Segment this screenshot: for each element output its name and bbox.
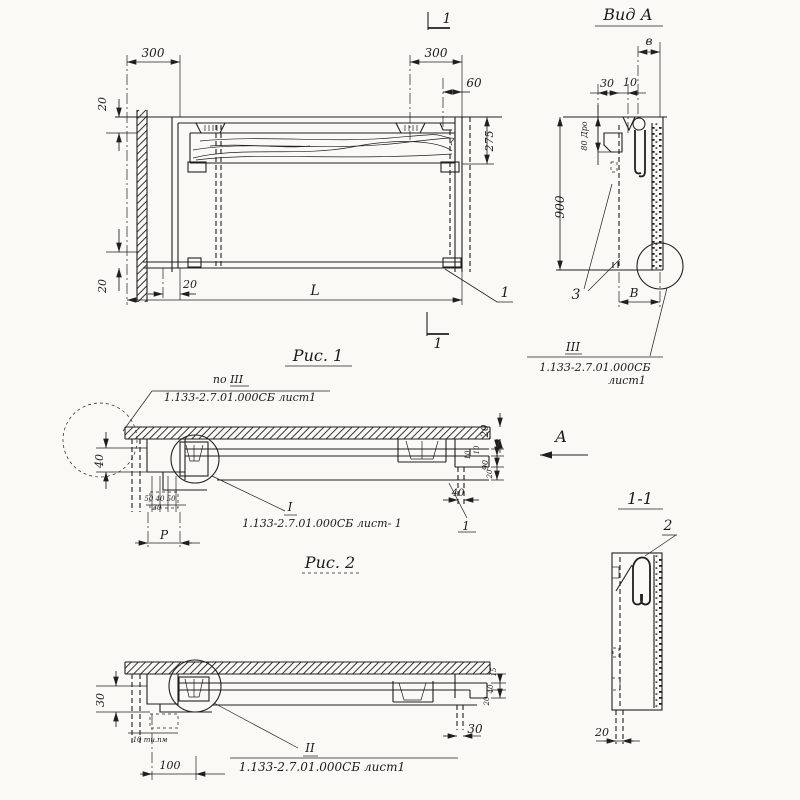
fig1-dim-20-offset: 20 bbox=[183, 278, 197, 291]
vid-a-detail-sheet: лист1 bbox=[608, 374, 646, 387]
fig1-dim-20-bottom: 20 bbox=[96, 279, 109, 293]
fig3-dims-left-row: 10 ти.пм bbox=[132, 736, 168, 744]
fig1-dim-60: 60 bbox=[466, 76, 482, 90]
fig2-dim-30-left: 30 bbox=[152, 504, 162, 512]
fig2-dim-20-step: 20 bbox=[486, 469, 494, 479]
fig1-dim-length: L bbox=[310, 283, 320, 299]
fig2-linework bbox=[63, 386, 504, 573]
vid-a-dim-30: 30 bbox=[600, 77, 614, 90]
vid-a-dim-900: 900 bbox=[553, 195, 567, 219]
fig2-dim-20-band: 20 bbox=[480, 424, 491, 438]
fig3-dim-100: 100 bbox=[159, 759, 181, 772]
vid-a-dim-10: 10 bbox=[623, 76, 637, 89]
fig2-dim-10-b: 10 bbox=[473, 445, 481, 455]
fig1-dim-300-left: 300 bbox=[141, 46, 165, 60]
section-1-1-dim-20: 20 bbox=[595, 726, 609, 739]
fig3-dim-30-left: 30 bbox=[94, 693, 107, 707]
vid-a-detail-ref: III bbox=[565, 340, 581, 354]
vid-a-dim-80: 80 Дро bbox=[580, 121, 589, 151]
fig2-item-1-label: 1 bbox=[462, 519, 470, 533]
fig1-item-1-label: 1 bbox=[500, 285, 510, 301]
section-1-1-title: 1-1 bbox=[627, 489, 653, 508]
fig2-caption: Рис. 2 bbox=[304, 553, 356, 572]
fig1-dim-20-top: 20 bbox=[96, 97, 109, 111]
fig2-dim-P: Р bbox=[159, 528, 169, 542]
fig1-dim-275: 275 bbox=[483, 130, 496, 152]
fig1-dim-300-right: 300 bbox=[424, 46, 448, 60]
fig3-detail-doc: 1.133-2.7.01.000СБ лист1 bbox=[238, 760, 406, 774]
vid-a-item-3-label: 3 bbox=[571, 287, 581, 303]
fig2-dim-90: 90 bbox=[481, 459, 490, 471]
fig1-section-mark-top: 1 bbox=[442, 11, 452, 27]
fig3-dim-20: 20 bbox=[483, 696, 491, 706]
fig2-dims-left-row: 50 40 50 bbox=[144, 495, 176, 503]
vid-a-linework bbox=[527, 26, 683, 357]
fig1-linework bbox=[106, 12, 502, 366]
fig1-caption: Рис. 1 bbox=[292, 346, 344, 365]
fig3-dim-30-right: 30 bbox=[467, 722, 483, 736]
vid-a-dim-v: в bbox=[645, 34, 653, 48]
section-1-1-linework bbox=[612, 509, 677, 744]
vid-a-title: Вид А bbox=[603, 5, 653, 24]
fig3-dim-15: 15 bbox=[490, 667, 498, 677]
fig3-dim-40: 40 bbox=[487, 684, 495, 694]
vid-a-dim-B: В bbox=[629, 286, 639, 300]
fig3-detail-ref: II bbox=[305, 741, 315, 755]
view-a-marker-label: А bbox=[554, 427, 568, 446]
fig2-ref-title: по III bbox=[212, 373, 244, 386]
fig2-dim-40-left: 40 bbox=[93, 454, 106, 468]
vid-a-detail-doc: 1.133-2.7.01.000СБ bbox=[539, 361, 651, 374]
fig2-detail-ref: I bbox=[287, 500, 293, 514]
fig2-ref-doc: 1.133-2.7.01.000СБ лист1 bbox=[163, 391, 317, 404]
section-1-1-item-2-label: 2 bbox=[663, 518, 673, 534]
fig2-dim-40-right: 40 bbox=[451, 488, 465, 499]
fig2-dim-10-a: 10 bbox=[464, 450, 472, 460]
fig1-section-mark-bottom: 1 bbox=[433, 336, 443, 352]
fig2-detail-doc: 1.133-2.7.01.000СБ лист- 1 bbox=[242, 517, 402, 530]
